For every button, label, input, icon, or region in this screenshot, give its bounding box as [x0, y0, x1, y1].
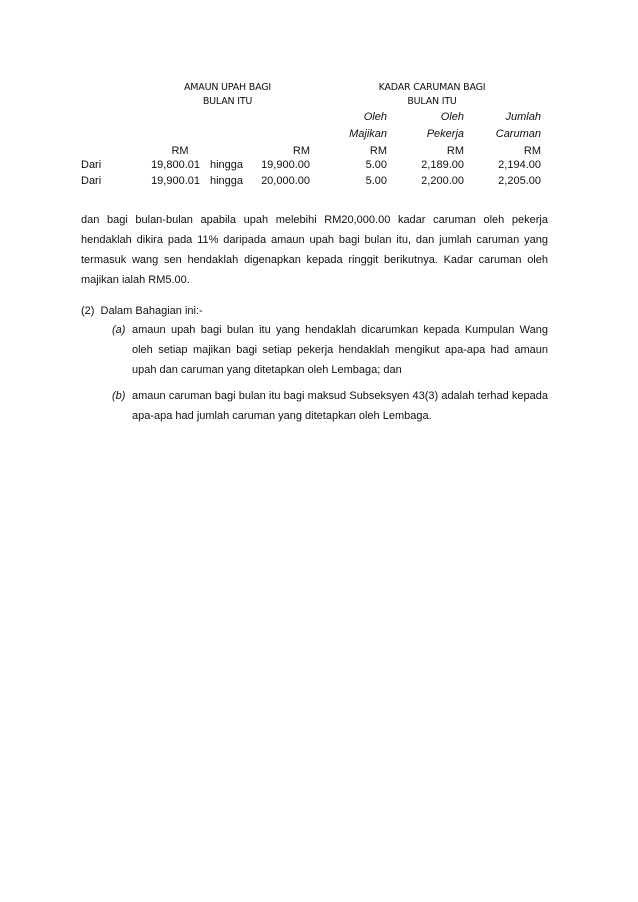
row-from-value: 19,800.01: [151, 159, 200, 171]
row-majikan-value: 5.00: [365, 159, 387, 171]
row-to-value: 20,000.00: [261, 175, 310, 187]
currency-pekerja-label: RM: [446, 145, 464, 157]
row-label: Dari: [81, 175, 102, 187]
currency-majikan-label: RM: [369, 145, 387, 157]
row-label: Dari: [81, 159, 102, 171]
row-pekerja-value: 2,200.00: [421, 175, 464, 187]
row-jumlah-value: 2,194.00: [498, 159, 541, 171]
currency-from-label: RM: [171, 145, 189, 157]
col-oleh-pekerja-line2: Pekerja: [426, 128, 464, 140]
col-oleh-pekerja-line1: Oleh: [440, 111, 464, 123]
item-marker: (b): [112, 390, 126, 402]
row-separator: hingga: [210, 159, 244, 171]
header-kadar-caruman-line2: BULAN ITU: [407, 96, 457, 107]
item-marker: (a): [112, 324, 126, 336]
currency-jumlah-label: RM: [523, 145, 541, 157]
col-jumlah-caruman-line1: Jumlah: [505, 111, 541, 123]
row-majikan-value: 5.00: [365, 175, 387, 187]
item-text: amaun caruman bagi bulan itu bagi maksud Subseksyen 43(3) adalah terhad kepada apa-apa had jumlah caruman yang ditetapkan oleh Lembaga.: [132, 390, 548, 422]
header-kadar-caruman-line1: KADAR CARUMAN BAGI: [378, 82, 486, 93]
col-oleh-majikan-line1: Oleh: [363, 111, 387, 123]
header-amaun-upah-line1: AMAUN UPAH BAGI: [183, 82, 272, 93]
header-amaun-upah-line2: BULAN ITU: [202, 96, 253, 107]
col-oleh-majikan-line2: Majikan: [349, 128, 387, 140]
section-2-heading: (2) Dalam Bahagian ini:-: [81, 305, 203, 317]
currency-to-label: RM: [292, 145, 310, 157]
paragraph-main: dan bagi bulan-bulan apabila upah melebihi RM20,000.00 kadar caruman oleh pekerja hendaklah dikira pada 11% daripada amaun upah bagi bulan itu, dan jumlah caruman yang termasuk wang sen hendaklah digenapkan kepada ringgit berikutnya. Kadar caruman oleh majikan ialah RM5.00.: [81, 214, 548, 286]
row-pekerja-value: 2,189.00: [421, 159, 464, 171]
row-jumlah-value: 2,205.00: [498, 175, 541, 187]
row-from-value: 19,900.01: [151, 175, 200, 187]
row-to-value: 19,900.00: [261, 159, 310, 171]
item-text: amaun upah bagi bulan itu yang hendaklah dicarumkan kepada Kumpulan Wang oleh setiap majikan bagi setiap pekerja hendaklah mengikut apa-apa had amaun upah dan caruman yang ditetapkan oleh Lembaga; dan: [132, 324, 548, 376]
row-separator: hingga: [210, 175, 244, 187]
col-jumlah-caruman-line2: Caruman: [495, 128, 541, 140]
